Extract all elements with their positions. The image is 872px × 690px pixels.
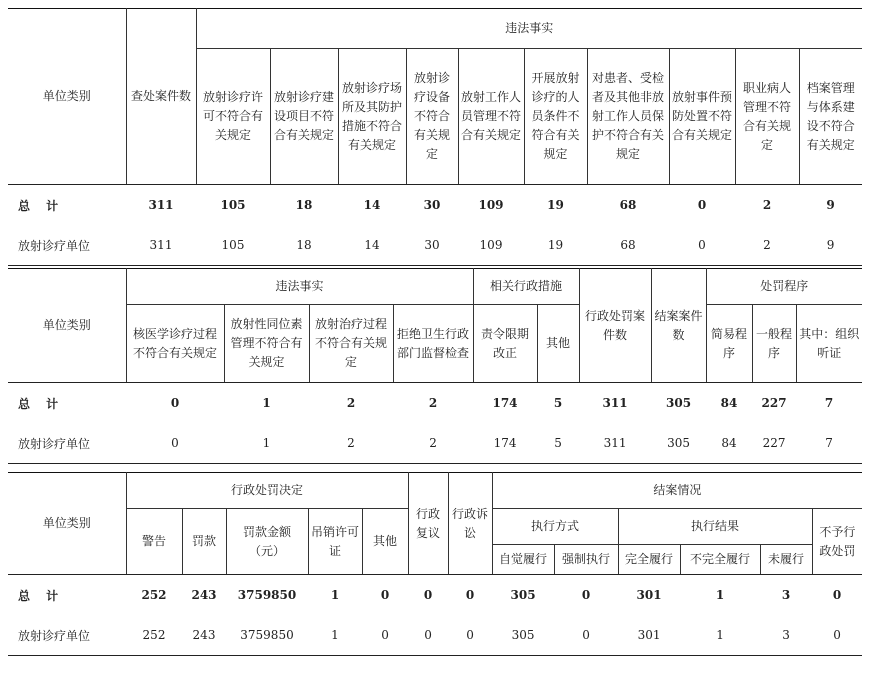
cell: 18 <box>270 225 338 266</box>
cell: 174 <box>492 396 518 410</box>
cell: 0 <box>669 225 735 266</box>
cell: 109 <box>458 225 524 266</box>
col-header: 罚款 <box>182 509 226 575</box>
col-header: 职业病人管理不符合有关规定 <box>735 49 799 185</box>
cell: 243 <box>182 615 226 656</box>
col-header: 放射诊疗设备不符合有关规定 <box>406 49 458 185</box>
closed-cases-header: 结案案件数 <box>651 269 706 383</box>
col-header: 不予行政处罚 <box>812 509 862 575</box>
cell: 311 <box>148 198 174 212</box>
row-label: 放射诊疗单位 <box>8 615 126 656</box>
unit-type-header: 单位类别 <box>8 269 126 383</box>
col-header: 完全履行 <box>618 545 680 575</box>
col-header: 警告 <box>126 509 182 575</box>
col-header: 其中：组织听证 <box>796 305 862 383</box>
col-header: 罚款金额（元） <box>226 509 308 575</box>
cell: 18 <box>295 198 313 212</box>
col-header: 放射治疗过程不符合有关规定 <box>309 305 393 383</box>
cell: 109 <box>478 198 504 212</box>
admin-litigation-header: 行政诉讼 <box>448 473 492 575</box>
cell: 174 <box>473 423 537 464</box>
col-header: 简易程序 <box>706 305 752 383</box>
cell: 0 <box>832 588 842 602</box>
admin-review-header: 行政复议 <box>408 473 448 575</box>
col-header: 放射性同位素管理不符合有关规定 <box>224 305 309 383</box>
col-header: 放射工作人员管理不符合有关规定 <box>458 49 524 185</box>
col-header: 其他 <box>362 509 408 575</box>
violation-table-1 <box>8 8 862 266</box>
cell: 1 <box>224 423 309 464</box>
row-label: 放射诊疗单位 <box>8 225 126 266</box>
cell: 243 <box>191 588 217 602</box>
cell: 3759850 <box>226 615 308 656</box>
cell: 9 <box>799 225 862 266</box>
cell: 0 <box>581 588 591 602</box>
total-row <box>8 185 862 226</box>
cell: 0 <box>408 615 448 656</box>
cell: 0 <box>554 615 618 656</box>
col-header: 核医学诊疗过程不符合有关规定 <box>126 305 224 383</box>
cell: 30 <box>406 225 458 266</box>
cell: 3 <box>781 588 791 602</box>
total-row <box>8 383 862 424</box>
row-label: 总 计 <box>18 396 65 411</box>
cell: 0 <box>170 396 180 410</box>
cell: 9 <box>826 198 835 212</box>
cell: 3759850 <box>237 588 297 602</box>
cell: 19 <box>524 225 587 266</box>
cell: 0 <box>362 615 408 656</box>
cell: 301 <box>636 588 662 602</box>
violation-facts-header: 违法事实 <box>126 269 473 305</box>
cell: 0 <box>448 615 492 656</box>
cell: 1 <box>715 588 725 602</box>
cell: 305 <box>510 588 536 602</box>
cell: 2 <box>393 423 473 464</box>
cell: 68 <box>587 225 669 266</box>
unit-type-header: 单位类别 <box>8 473 126 575</box>
cell: 252 <box>141 588 167 602</box>
row-label: 总 计 <box>18 588 65 603</box>
cell: 2 <box>346 396 356 410</box>
col-header: 吊销许可证 <box>308 509 362 575</box>
cell: 0 <box>126 423 224 464</box>
admin-measures-header: 相关行政措施 <box>473 269 579 305</box>
unit-row <box>8 225 862 266</box>
unit-type-header: 单位类别 <box>8 9 126 185</box>
col-header: 其他 <box>537 305 579 383</box>
cell: 3 <box>760 615 812 656</box>
cell: 2 <box>762 198 772 212</box>
total-row <box>8 575 862 616</box>
col-header: 未履行 <box>760 545 812 575</box>
penalty-cases-header: 行政处罚案件数 <box>579 269 651 383</box>
cell: 1 <box>308 615 362 656</box>
penalty-procedure-header: 处罚程序 <box>706 269 862 305</box>
cell: 30 <box>423 198 441 212</box>
col-header: 放射诊疗许可不符合有关规定 <box>196 49 270 185</box>
exec-result-header: 执行结果 <box>618 509 812 545</box>
cell: 305 <box>666 396 692 410</box>
cell: 311 <box>126 225 196 266</box>
cell: 311 <box>602 396 628 410</box>
cell: 14 <box>363 198 381 212</box>
violation-table-2 <box>8 268 862 464</box>
cell: 84 <box>706 423 752 464</box>
cell: 0 <box>465 588 475 602</box>
cell: 301 <box>618 615 680 656</box>
unit-row <box>8 423 862 464</box>
col-header: 强制执行 <box>554 545 618 575</box>
cell: 1 <box>680 615 760 656</box>
col-header: 一般程序 <box>752 305 796 383</box>
unit-row <box>8 615 862 656</box>
cell: 305 <box>651 423 706 464</box>
cell: 5 <box>537 423 579 464</box>
cell: 7 <box>824 396 834 410</box>
col-header: 拒绝卫生行政部门监督检查 <box>393 305 473 383</box>
col-header: 不完全履行 <box>680 545 760 575</box>
cell: 2 <box>309 423 393 464</box>
col-header: 放射事件预防处置不符合有关规定 <box>669 49 735 185</box>
cell: 7 <box>796 423 862 464</box>
case-closing-header: 结案情况 <box>492 473 862 509</box>
cell: 68 <box>619 198 637 212</box>
cell: 2 <box>735 225 799 266</box>
violation-facts-header: 违法事实 <box>196 9 862 49</box>
col-header: 自觉履行 <box>492 545 554 575</box>
cell: 2 <box>428 396 438 410</box>
col-header: 放射诊疗场所及其防护措施不符合有关规定 <box>338 49 406 185</box>
cell: 105 <box>220 198 246 212</box>
cell: 1 <box>330 588 340 602</box>
cell: 14 <box>338 225 406 266</box>
cell: 1 <box>262 396 271 410</box>
cell: 305 <box>492 615 554 656</box>
cell: 227 <box>761 396 787 410</box>
cases-header: 查处案件数 <box>126 9 196 185</box>
col-header: 放射诊疗建设项目不符合有关规定 <box>270 49 338 185</box>
cell: 0 <box>380 588 390 602</box>
exec-method-header: 执行方式 <box>492 509 618 545</box>
row-label: 总 计 <box>18 198 65 213</box>
row-label: 放射诊疗单位 <box>8 423 126 464</box>
penalty-table-3 <box>8 472 862 656</box>
col-header: 档案管理与体系建设不符合有关规定 <box>799 49 862 185</box>
col-header: 对患者、受检者及其他非放射工作人员保护不符合有关规定 <box>587 49 669 185</box>
col-header: 责令限期改正 <box>473 305 537 383</box>
penalty-decision-header: 行政处罚决定 <box>126 473 408 509</box>
cell: 19 <box>547 198 564 212</box>
col-header: 开展放射诊疗的人员条件不符合有关规定 <box>524 49 587 185</box>
cell: 227 <box>752 423 796 464</box>
cell: 311 <box>579 423 651 464</box>
cell: 0 <box>812 615 862 656</box>
cell: 105 <box>196 225 270 266</box>
cell: 5 <box>553 396 563 410</box>
cell: 0 <box>697 198 707 212</box>
cell: 0 <box>423 588 433 602</box>
cell: 252 <box>126 615 182 656</box>
cell: 84 <box>720 396 738 410</box>
